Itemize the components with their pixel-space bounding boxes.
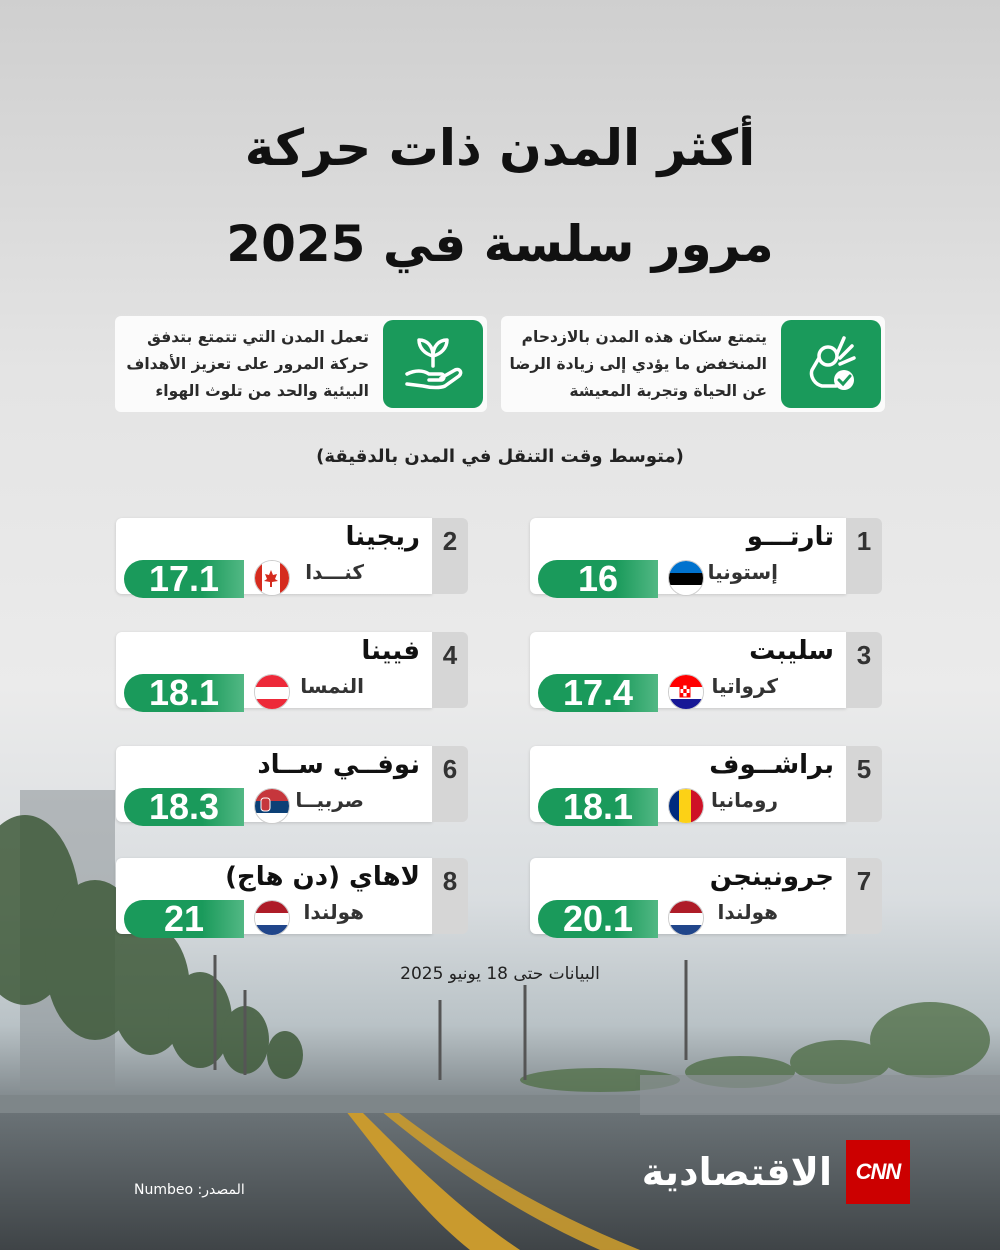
commute-minutes: 21 [124, 900, 244, 938]
romania-flag-icon [668, 788, 704, 824]
title-line-1: أكثر المدن ذات حركة [244, 119, 756, 177]
austria-flag-icon [254, 674, 290, 710]
rank-number: 2 [432, 518, 468, 594]
info-text-environment: تعمل المدن التي تتمتع بتدفق حركة المرور على تعزيز الأهداف البيئية والحد من تلوث الهواء [126, 327, 369, 400]
commute-minutes: 18.1 [538, 788, 658, 826]
rank-number: 5 [846, 746, 882, 822]
logo-arabic-text: الاقتصادية [641, 1150, 832, 1194]
ok-hand-check-icon [781, 320, 881, 408]
city-name: جرونينجن [709, 862, 834, 892]
city-card [116, 858, 468, 939]
rank-number: 6 [432, 746, 468, 822]
city-card [116, 518, 468, 599]
city-name: فيينا [361, 636, 420, 666]
rank-number: 3 [846, 632, 882, 708]
commute-minutes: 17.1 [124, 560, 244, 598]
country-name: كنـــدا [305, 560, 364, 584]
commute-minutes: 16 [538, 560, 658, 598]
commute-minutes: 18.1 [124, 674, 244, 712]
date-note: البيانات حتى 18 يونيو 2025 [400, 964, 600, 984]
rank-number: 8 [432, 858, 468, 934]
commute-minutes: 17.4 [538, 674, 658, 712]
city-name: تارتـــو [746, 522, 834, 552]
country-name: كرواتيا [711, 674, 778, 698]
city-name: سليبت [749, 636, 834, 666]
chart-subtitle: (متوسط وقت التنقل في المدن بالدقيقة) [316, 446, 684, 467]
cnn-logo-icon: CNN [846, 1140, 910, 1204]
city-card [116, 746, 468, 827]
rank-number: 7 [846, 858, 882, 934]
estonia-flag-icon [668, 560, 704, 596]
info-box-environment [115, 316, 487, 412]
country-name: رومانيا [710, 788, 778, 812]
hand-plant-icon [383, 320, 483, 408]
country-name: هولندا [717, 900, 778, 924]
city-card [530, 518, 882, 599]
city-card [530, 746, 882, 827]
rank-number: 1 [846, 518, 882, 594]
commute-minutes: 18.3 [124, 788, 244, 826]
city-name: لاهاي (دن هاج) [225, 862, 420, 892]
city-card [530, 632, 882, 713]
info-text-satisfaction: يتمتع سكان هذه المدن بالازدحام المنخفض ما يؤدي إلى زيادة الرضا عن الحياة وتجربة المعيشة [509, 327, 767, 400]
country-name: هولندا [303, 900, 364, 924]
commute-minutes: 20.1 [538, 900, 658, 938]
cnn-aleqtisadiya-logo [642, 1142, 910, 1202]
country-name: النمسا [300, 674, 364, 698]
city-name: ريجينا [345, 522, 420, 552]
city-name: نوفــي ســاد [257, 750, 420, 780]
canada-flag-icon [254, 560, 290, 596]
netherlands-flag-icon [254, 900, 290, 936]
page-title [0, 100, 1000, 292]
source-label: المصدر: Numbeo [134, 1182, 245, 1198]
title-line-2: مرور سلسة في 2025 [226, 215, 774, 273]
city-name: براشــوف [709, 750, 834, 780]
city-card [116, 632, 468, 713]
country-name: صربيــا [295, 788, 364, 812]
info-box-satisfaction [501, 316, 885, 412]
country-name: إستونيا [707, 560, 778, 584]
city-card [530, 858, 882, 939]
serbia-flag-icon [254, 788, 290, 824]
netherlands-flag-icon [668, 900, 704, 936]
rank-number: 4 [432, 632, 468, 708]
croatia-flag-icon [668, 674, 704, 710]
